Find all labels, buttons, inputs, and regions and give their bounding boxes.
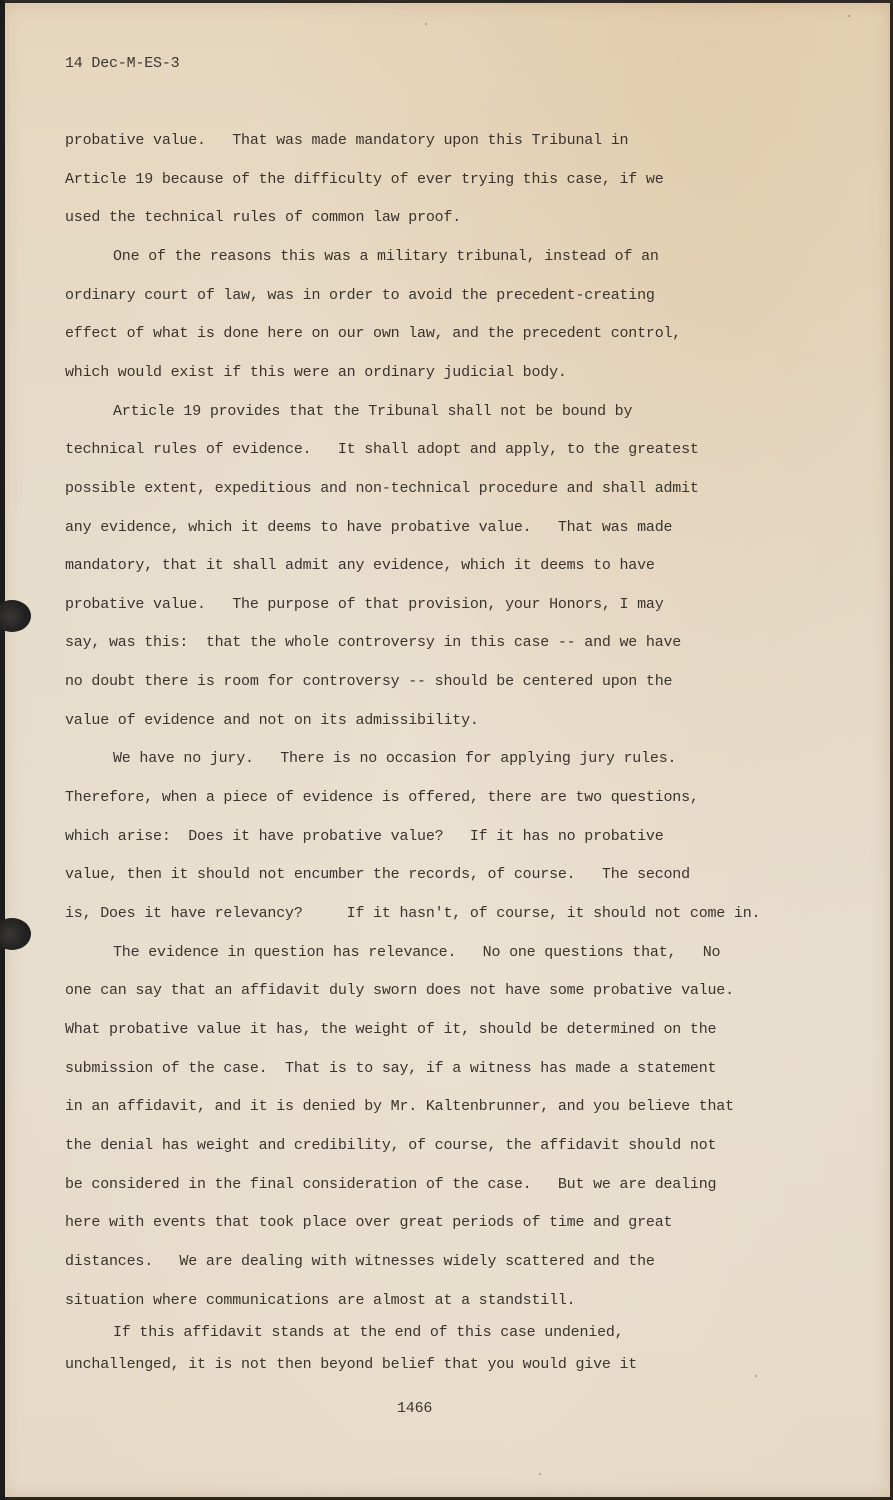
text-line: value of evidence and not on its admissibility. <box>65 711 479 729</box>
text-line: the denial has weight and credibility, of course, the affidavit should not <box>65 1136 717 1154</box>
text-line: used the technical rules of common law proof. <box>65 209 462 227</box>
text-line: submission of the case. That is to say, if a witness has made a statement <box>65 1059 717 1077</box>
text-line: probative value. The purpose of that provision, your Honors, I may <box>65 595 664 613</box>
text-line: probative value. That was made mandatory upon this Tribunal in <box>65 132 629 149</box>
paper-speck <box>539 1473 541 1475</box>
paragraph-first-line: Article 19 provides that the Tribunal shall not be bound by <box>113 402 633 420</box>
typewritten-page <box>3 3 890 1497</box>
text-line: value, then it should not encumber the records, of course. The second <box>65 866 690 884</box>
page-number: 1466 <box>397 1400 433 1417</box>
paragraph-first-line: If this affidavit stands at the end of this case undenied, <box>113 1324 624 1341</box>
paper-speck <box>425 23 427 25</box>
text-line: in an affidavit, and it is denied by Mr. Kaltenbrunner, and you believe that <box>65 1098 734 1116</box>
paper-speck <box>848 15 850 17</box>
text-line: unchallenged, it is not then beyond belief that you would give it <box>65 1356 638 1373</box>
text-line: Therefore, when a piece of evidence is offered, there are two questions, <box>65 789 699 807</box>
text-line: technical rules of evidence. It shall adopt and apply, to the greatest <box>65 441 699 459</box>
text-line: Article 19 because of the difficulty of ever trying this case, if we <box>65 170 664 188</box>
text-line: which arise: Does it have probative value? If it has no probative <box>65 827 664 845</box>
document-header-code: 14 Dec-M-ES-3 <box>65 55 180 72</box>
binding-edge <box>0 0 5 1500</box>
paper-speck <box>755 1375 757 1377</box>
text-line: What probative value it has, the weight of it, should be determined on the <box>65 1020 717 1038</box>
text-line: is, Does it have relevancy? If it hasn't, of course, it should not come in. <box>65 905 761 922</box>
paragraph-first-line: The evidence in question has relevance. No one questions that, No <box>113 943 721 961</box>
text-line: be considered in the final consideration of the case. But we are dealing <box>65 1175 717 1193</box>
text-line: here with events that took place over great periods of time and great <box>65 1214 673 1232</box>
text-line: distances. We are dealing with witnesses widely scattered and the <box>65 1252 655 1270</box>
paragraph-first-line: One of the reasons this was a military tribunal, instead of an <box>113 247 659 265</box>
text-line: which would exist if this were an ordinary judicial body. <box>65 363 567 381</box>
scan-top-edge <box>0 0 893 3</box>
paragraph-first-line: We have no jury. There is no occasion for applying jury rules. <box>113 750 677 768</box>
text-line: mandatory, that it shall admit any evidence, which it deems to have <box>65 557 655 575</box>
text-line: situation where communications are almost at a standstill. <box>65 1291 576 1309</box>
text-line: effect of what is done here on our own law, and the precedent control, <box>65 325 682 343</box>
text-line: any evidence, which it deems to have probative value. That was made <box>65 518 673 536</box>
text-line: one can say that an affidavit duly sworn does not have some probative value. <box>65 982 734 1000</box>
text-line: no doubt there is room for controversy -- should be centered upon the <box>65 673 673 691</box>
text-line: possible extent, expeditious and non-technical procedure and shall admit <box>65 479 699 497</box>
text-line: ordinary court of law, was in order to avoid the precedent-creating <box>65 286 655 304</box>
text-line: say, was this: that the whole controversy in this case -- and we have <box>65 634 682 652</box>
